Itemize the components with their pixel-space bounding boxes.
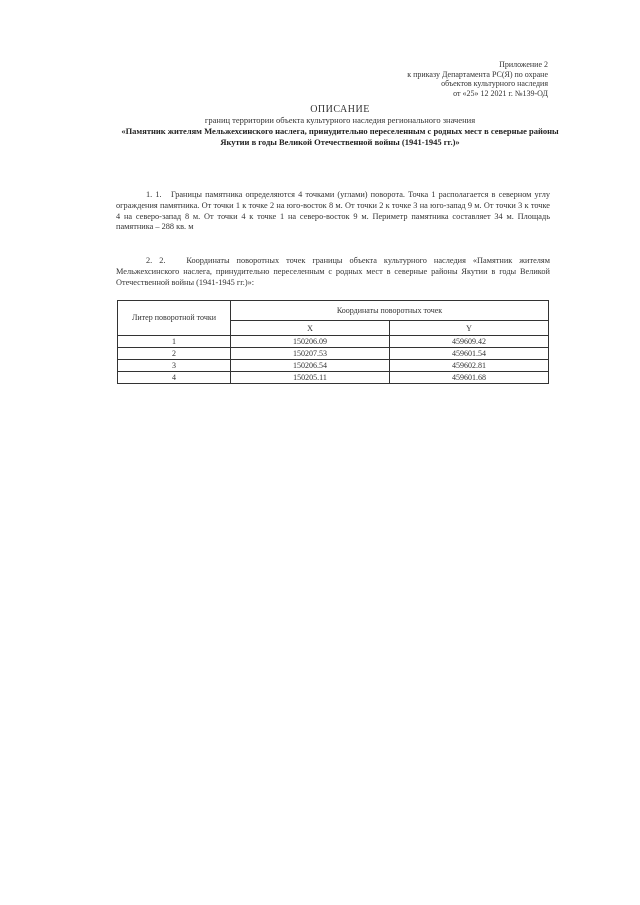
y-coordinate: 459601.68 xyxy=(390,372,549,384)
column-header-y: Y xyxy=(390,321,549,336)
point-number: 3 xyxy=(118,360,231,372)
object-name: «Памятник жителям Мельжехсинского наслега, принудительно переселенным с родных мест в северные районы Якутии в годы Великой Отечественной войны (1941-1945 гг.)» xyxy=(121,126,559,147)
x-coordinate: 150207.53 xyxy=(231,348,390,360)
column-header-point: Литер поворотной точки xyxy=(118,301,231,336)
y-coordinate: 459609.42 xyxy=(390,336,549,348)
paragraph-coordinates xyxy=(116,256,550,288)
order-reference-line: к приказу Департамента РС(Я) по охране xyxy=(407,69,548,79)
appendix-line: Приложение 2 xyxy=(499,60,548,69)
table-row xyxy=(118,348,549,360)
paragraph-number: 2. 2. xyxy=(146,256,166,265)
table-row xyxy=(118,372,549,384)
point-number: 2 xyxy=(118,348,231,360)
paragraph-boundaries xyxy=(116,190,550,233)
column-header-x: X xyxy=(231,321,390,336)
point-number: 1 xyxy=(118,336,231,348)
paragraph-text: Координаты поворотных точек границы объекта культурного наследия «Памятник жителям Мельжехсинского наслега, принудительно переселенным с родных мест в северные районы Якутии в годы Великой Отечественной войны (1941-1945 гг.)»: xyxy=(116,256,550,287)
x-coordinate: 150206.54 xyxy=(231,360,390,372)
table-row xyxy=(118,336,549,348)
column-header-coordinates: Координаты поворотных точек xyxy=(231,301,549,321)
order-date-line: от «25» 12 2021 г. №139-ОД xyxy=(453,88,548,98)
y-coordinate: 459602.81 xyxy=(390,360,549,372)
x-coordinate: 150205.11 xyxy=(231,372,390,384)
department-line: объектов культурного наследия xyxy=(441,79,548,88)
y-coordinate: 459601.54 xyxy=(390,348,549,360)
x-coordinate: 150206.09 xyxy=(231,336,390,348)
coordinates-table xyxy=(117,300,549,384)
appendix-header xyxy=(338,60,548,98)
table-header-row xyxy=(118,301,549,321)
paragraph-number: 1. 1. xyxy=(146,190,162,199)
point-number: 4 xyxy=(118,372,231,384)
document-title: ОПИСАНИЕ xyxy=(310,104,370,115)
paragraph-text: Границы памятника определяются 4 точками (углами) поворота. Точка 1 располагается в северном углу ограждения памятника. От точки 1 к точке 2 на юго-восток 8 м. От точки 2 к точке 3 на юго-запад 9 м. От точки 3 к точке 4 на северо-запад 8 м. От точки 4 к точке 1 на северо-восток 9 м. Периметр памятника составляет 34 м. Площадь памятника – 288 кв. м xyxy=(116,190,550,232)
title-block xyxy=(120,104,560,148)
table-row xyxy=(118,360,549,372)
document-subtitle: границ территории объекта культурного наследия регионального значения xyxy=(204,115,476,125)
